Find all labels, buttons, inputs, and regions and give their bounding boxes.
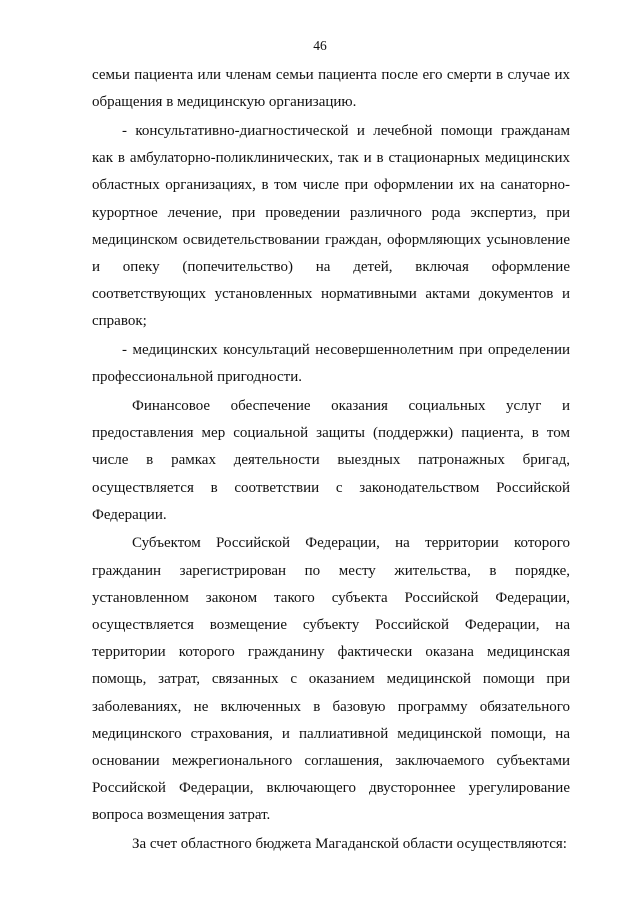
paragraph-regional-budget: За счет областного бюджета Магаданской области осуществляются:: [132, 836, 567, 853]
paragraph-minor-consultations: - медицинских консультаций несовершеннолетним при определении профессиональной пригодности.: [92, 342, 570, 386]
paragraph-continuation: семьи пациента или членам семьи пациента после его смерти в случае их обращения в медицинскую организацию.: [92, 67, 570, 111]
paragraph-financial-support: Финансовое обеспечение оказания социальных услуг и предоставления мер социальной защиты (поддержки) пациента, в том числе в рамках деятельности выездных патронажных бригад, осуществляется в соответствии с законодательством Российской Федерации.: [92, 397, 570, 523]
document-body: [92, 62, 570, 858]
paragraph-reimbursement: Субъектом Российской Федерации, на территории которого гражданин зарегистрирован по месту жительства, в порядке, установленном законом такого субъекта Российской Федерации, осуществляется возмещение субъекту Российской Федерации, на территории которого гражданину фактически оказана медицинская помощь, затрат, связанных с оказанием медицинской помощи при заболеваниях, не включенных в базовую программу обязательного медицинского страхования, и паллиативной медицинской помощи, на основании межрегионального соглашения, заключаемого субъектами Российской Федерации, включающего двустороннее урегулирование вопроса возмещения затрат.: [92, 535, 570, 824]
page-number: 46: [313, 38, 327, 53]
paragraph-consultative-care: - консультативно-диагностической и лечебной помощи гражданам как в амбулаторно-поликлинических, так и в стационарных медицинских областных организациях, в том числе при оформлении их на санаторно-курортное лечение, при проведении различного рода экспертиз, при медицинском освидетельствовании граждан, оформляющих усыновление и опеку (попечительство) на детей, включая оформление соответствующих установленных нормативными актами документов и справок;: [92, 122, 570, 330]
